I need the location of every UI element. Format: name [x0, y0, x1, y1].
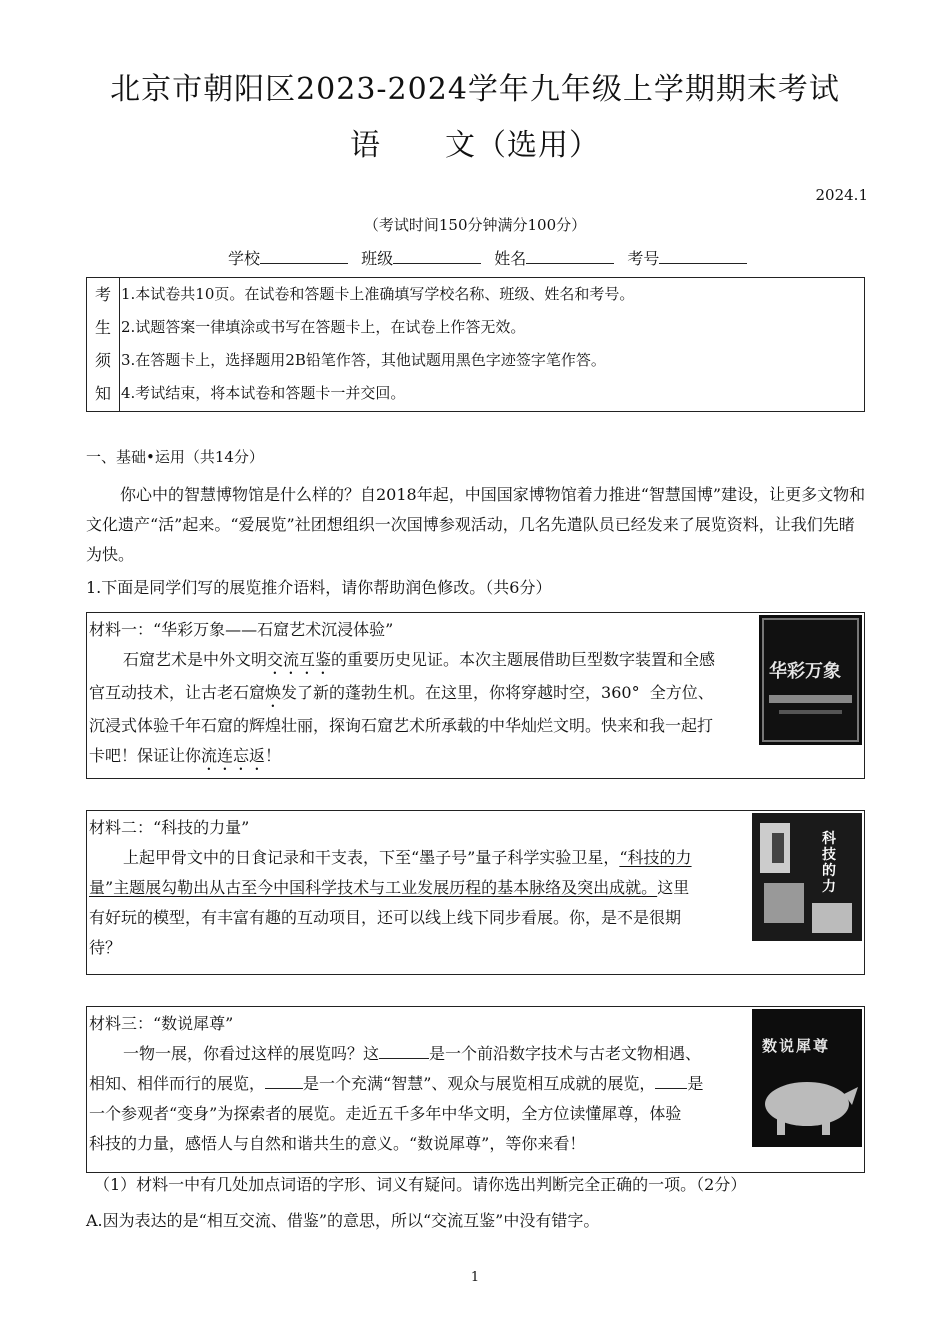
notice-side-label: [87, 278, 120, 411]
poster-image-1: [759, 615, 862, 745]
text-span: 相知、相伴而行的展览，: [89, 1074, 266, 1093]
material-3-box: [86, 1006, 865, 1173]
text-span: 的重要历史见证。本次主题展借助巨型数字装置和全感: [331, 650, 716, 669]
notice-item: 4.考试结束，将本试卷和答题卡一并交回。: [121, 384, 406, 402]
notice-item: 3.在答题卡上，选择题用2B铅笔作答，其他试题用黑色字迹签字笔作答。: [121, 351, 606, 369]
notice-side-char: 考: [94, 285, 111, 304]
material-3-title: 材料三：“数说犀尊”: [89, 1014, 234, 1033]
field-school-blank[interactable]: [260, 249, 348, 264]
material-3-line: 一个参观者“变身”为探索者的展览。走近五千多年中华文明，全方位读懂犀尊，体验: [89, 1104, 682, 1123]
material-1-line: [89, 645, 715, 678]
dotted-word: 流连忘返: [201, 746, 266, 765]
field-name-label: 姓名: [494, 249, 527, 268]
notice-side-char: 须: [94, 351, 111, 370]
section-title: 一、基础•运用（共14分）: [86, 448, 264, 466]
exam-title: 北京市朝阳区2023-2024学年九年级上学期期末考试: [110, 72, 840, 107]
underlined-text: 量”主题展勾勒出从古至今中国科学技术与工业发展历程的基本脉络及突出成就。: [89, 878, 658, 897]
student-info-fields: [228, 246, 755, 269]
field-class-blank[interactable]: [393, 249, 481, 264]
material-2-line: 待？: [89, 938, 122, 957]
section-intro: 你心中的智慧博物馆是什么样的？自2018年起，中国国家博物馆着力推进“智慧国博”建设，让更多文物和文化遗产“活”起来。“爱展览”社团想组织一次国博参观活动，几名先遣队员已经发来了展览资料，让我们先睹为快。: [86, 485, 866, 564]
poster-2-art: [752, 813, 862, 941]
subject-title: [0, 120, 950, 164]
poster-image-2: [752, 813, 862, 941]
material-1-line: [89, 741, 715, 774]
text-span: 是: [687, 1074, 704, 1093]
dotted-word: 焕: [265, 683, 282, 702]
notice-item: 2.试题答案一律填涂或书写在答题卡上，在试卷上作答无效。: [121, 318, 526, 336]
text-span: ！: [265, 746, 282, 765]
dotted-word: 交流互鉴: [267, 650, 332, 669]
page-number: 1: [470, 1270, 480, 1285]
poster-3-title: 数说犀尊: [762, 1037, 831, 1055]
material-1-line: 沉浸式体验千年石窟的辉煌壮丽，探询石窟艺术所承载的中华灿烂文明。快来和我一起打: [89, 716, 714, 735]
text-span: 一物一展，你看过这样的展览吗？这: [123, 1044, 380, 1063]
material-1-box: [86, 612, 865, 779]
text-span: 是一个充满“智慧”、观众与展览相互成就的展览，: [303, 1074, 656, 1093]
material-1-line: [89, 678, 715, 711]
material-3-text: [89, 1009, 703, 1159]
notice-side-char: 知: [94, 384, 111, 403]
text-span: 发了新的蓬勃生机。在这里，你将穿越时空，360°: [281, 683, 640, 702]
notice-items: [121, 278, 634, 410]
question-1: 1.下面是同学们写的展览推介语料，请你帮助润色修改。（共6分）: [86, 578, 552, 597]
notice-item: 1.本试卷共10页。在试卷和答题卡上准确填写学校名称、班级、姓名和考号。: [121, 285, 635, 303]
field-name-blank[interactable]: [526, 249, 614, 264]
material-2-line: [89, 873, 692, 903]
material-1-title: 材料一：“华彩万象——石窟艺术沉浸体验”: [89, 620, 394, 639]
material-2-line: 有好玩的模型，有丰富有趣的互动项目，还可以线上线下同步看展。你，是不是很期: [89, 908, 682, 927]
poster-3-art: [752, 1009, 862, 1147]
exam-date: 2024.1: [815, 186, 868, 204]
poster-1-title: 华彩万象: [769, 661, 841, 682]
material-3-line: [89, 1069, 703, 1099]
text-span: 是一个前沿数字技术与古老文物相遇、: [429, 1044, 702, 1063]
text-span: 官互动技术，让古老石窟: [89, 683, 266, 702]
material-2-line: [89, 843, 692, 873]
material-1-text: [89, 615, 715, 774]
fill-blank-2[interactable]: [265, 1074, 303, 1089]
material-2-title: 材料二：“科技的力量”: [89, 818, 250, 837]
material-3-line: [89, 1039, 703, 1069]
poster-image-3: [752, 1009, 862, 1147]
material-3-line: 科技的力量，感悟人与自然和谐共生的意义。“数说犀尊”，等你来看！: [89, 1134, 586, 1153]
material-2-text: [89, 813, 692, 963]
fill-blank-3[interactable]: [655, 1074, 687, 1089]
text-span: 上起甲骨文中的日食记录和干支表，下至“墨子号”量子科学实验卫星，: [123, 848, 620, 867]
subject-left: 语: [350, 128, 381, 163]
text-span: 这里: [657, 878, 690, 897]
text-span: 石窟艺术是中外文明: [123, 650, 268, 669]
subject-right: 文（选用）: [445, 128, 600, 163]
poster-2-title: 科技的力: [822, 831, 836, 895]
text-span: 卡吧！保证让你: [89, 746, 202, 765]
material-2-box: [86, 810, 865, 975]
underlined-text: “科技的力: [619, 848, 692, 867]
fill-blank-1[interactable]: [379, 1044, 429, 1059]
field-school-label: 学校: [228, 249, 261, 268]
time-note: （考试时间150分钟满分100分）: [363, 216, 587, 234]
notice-side-char: 生: [94, 318, 111, 337]
field-id-label: 考号: [627, 249, 660, 268]
sub-question-1: （1）材料一中有几处加点词语的字形、词义有疑问。请你选出判断完全正确的一项。（2分）: [94, 1175, 747, 1194]
field-id-blank[interactable]: [659, 249, 747, 264]
field-class-label: 班级: [361, 249, 394, 268]
text-span: 全方位、: [649, 683, 714, 702]
notice-box: [86, 277, 865, 412]
option-a[interactable]: A.因为表达的是“相互交流、借鉴”的意思，所以“交流互鉴”中没有错字。: [86, 1211, 600, 1230]
